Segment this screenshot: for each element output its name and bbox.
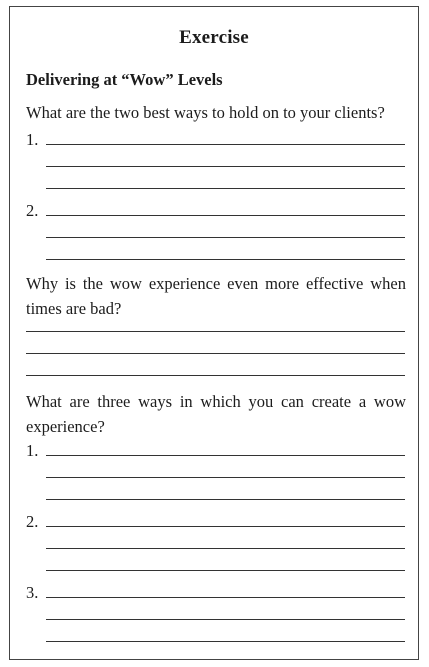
answer-line[interactable] — [46, 597, 405, 598]
answer-line[interactable] — [46, 144, 405, 145]
answer-line[interactable] — [46, 477, 405, 478]
answer-line[interactable] — [46, 570, 405, 571]
exercise-box — [9, 6, 419, 660]
answer-number-1-2: 2. — [26, 201, 39, 220]
answer-line[interactable] — [46, 526, 405, 527]
answer-number-3-2: 2. — [26, 512, 39, 531]
exercise-title: Exercise — [179, 27, 249, 48]
answer-line[interactable] — [26, 331, 405, 332]
question-3: What are three ways in which you can create a wow experience? — [26, 392, 406, 436]
answer-number-3-1: 1. — [26, 441, 39, 460]
answer-line[interactable] — [46, 237, 405, 238]
answer-line[interactable] — [46, 499, 405, 500]
answer-line[interactable] — [46, 641, 405, 642]
answer-number-1-1: 1. — [26, 130, 39, 149]
question-1: What are the two best ways to hold on to your clients? — [26, 103, 385, 122]
question-2: Why is the wow experience even more effective when times are bad? — [26, 274, 406, 318]
answer-line[interactable] — [26, 375, 405, 376]
answer-line[interactable] — [46, 619, 405, 620]
answer-line[interactable] — [46, 166, 405, 167]
answer-line[interactable] — [46, 188, 405, 189]
answer-line[interactable] — [46, 455, 405, 456]
answer-number-3-3: 3. — [26, 583, 39, 602]
answer-line[interactable] — [46, 259, 405, 260]
answer-line[interactable] — [46, 548, 405, 549]
exercise-subtitle: Delivering at “Wow” Levels — [26, 70, 223, 89]
answer-line[interactable] — [26, 353, 405, 354]
answer-line[interactable] — [46, 215, 405, 216]
